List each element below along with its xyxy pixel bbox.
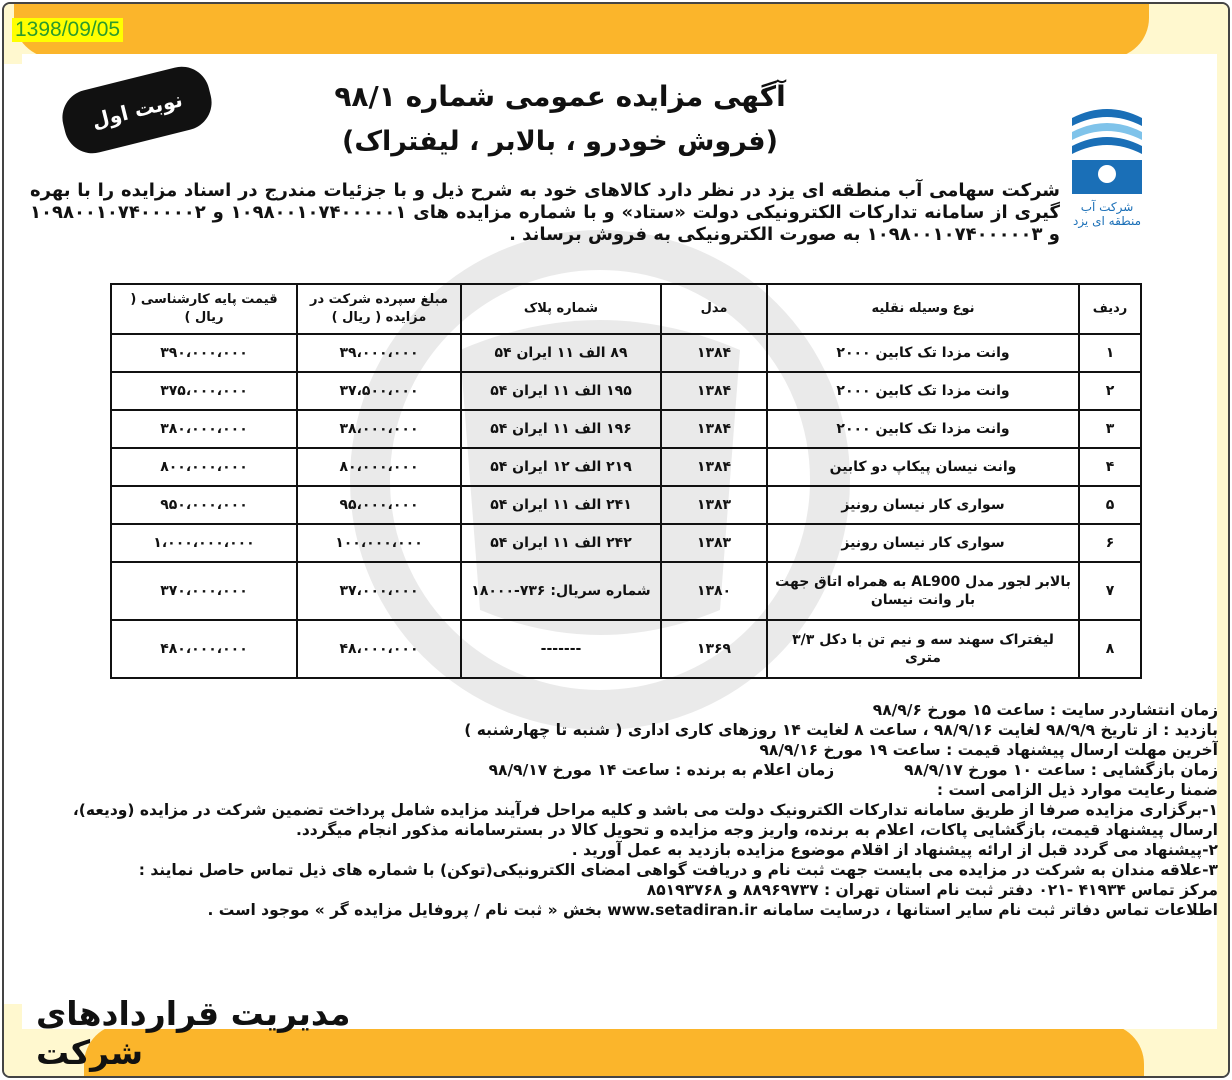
cell-model: ۱۳۸۴: [661, 372, 767, 410]
cell-plate: ۸۹ الف ۱۱ ایران ۵۴: [461, 334, 661, 372]
table-header-row: [111, 284, 1141, 334]
table-row: [111, 448, 1141, 486]
cell-base-price: ۹۵۰،۰۰۰،۰۰۰: [111, 486, 297, 524]
top-orange-tab: [14, 4, 1149, 58]
auction-details: [30, 700, 1218, 920]
cell-plate: ۲۱۹ الف ۱۲ ایران ۵۴: [461, 448, 661, 486]
cell-model: ۱۳۸۴: [661, 448, 767, 486]
date-stamp: 1398/09/05: [12, 18, 123, 42]
cell-vehicle: وانت مزدا تک کابین ۲۰۰۰: [767, 410, 1079, 448]
auction-items-table: [110, 283, 1142, 679]
cell-deposit: ۸۰،۰۰۰،۰۰۰: [297, 448, 461, 486]
header-base-price: قیمت پایه کارشناسی ( ریال ): [111, 284, 297, 334]
header-vehicle-type: نوع وسیله نقلیه: [767, 284, 1079, 334]
cell-model: ۱۳۶۹: [661, 620, 767, 678]
cell-vehicle: وانت نیسان پیکاپ دو کابین: [767, 448, 1079, 486]
cell-base-price: ۱،۰۰۰،۰۰۰،۰۰۰: [111, 524, 297, 562]
cell-base-price: ۳۷۰،۰۰۰،۰۰۰: [111, 562, 297, 620]
registration-info: اطلاعات تماس دفاتر ثبت نام سایر استانها ، درسایت سامانه www.setadiran.ir بخش « ثبت نام / پروفایل مزایده گر » موجود است .: [207, 901, 1218, 919]
cell-model: ۱۳۸۳: [661, 524, 767, 562]
cell-base-price: ۴۸۰،۰۰۰،۰۰۰: [111, 620, 297, 678]
table-row: [111, 562, 1141, 620]
cell-plate: ۱۹۵ الف ۱۱ ایران ۵۴: [461, 372, 661, 410]
intro-paragraph: شرکت سهامی آب منطقه ای یزد در نظر دارد کالاهای خود به شرح ذیل و با جزئیات مندرج در اسناد مزایده را با بهره گیری از سامانه تدارکات الکترونیکی دولت «ستاد» و با شماره مزایده های ۱۰۹۸۰۰۱۰۷۴۰۰۰۰۰۱ و ۱۰۹۸۰۰۱۰۷۴۰۰۰۰۰۲ و ۱۰۹۸۰۰۱۰۷۴۰۰۰۰۰۳ به صورت الکترونیکی به فروش برساند .: [30, 180, 1060, 245]
cell-row-number: ۸: [1079, 620, 1141, 678]
cell-row-number: ۲: [1079, 372, 1141, 410]
table-row: [111, 524, 1141, 562]
cell-vehicle: بالابر لجور مدل AL900 به همراه اتاق جهت بار وانت نیسان: [767, 562, 1079, 620]
first-round-badge: نوبت اول: [56, 61, 217, 159]
cell-vehicle: سواری کار نیسان رونیز: [767, 486, 1079, 524]
cell-deposit: ۳۷،۵۰۰،۰۰۰: [297, 372, 461, 410]
cell-deposit: ۳۷،۰۰۰،۰۰۰: [297, 562, 461, 620]
table-row: [111, 372, 1141, 410]
cell-base-price: ۳۹۰،۰۰۰،۰۰۰: [111, 334, 297, 372]
requirements-heading: ضمنا رعایت موارد ذیل الزامی است :: [936, 781, 1218, 799]
requirement-2: ۲-پیشنهاد می گردد قبل از ارائه پیشنهاد از اقلام موضوع مزایده بازدید به عمل آورید .: [571, 841, 1218, 859]
cell-deposit: ۹۵،۰۰۰،۰۰۰: [297, 486, 461, 524]
company-logo-caption: شرکت آب منطقه ای یزد: [1072, 200, 1142, 228]
cell-plate: -------: [461, 620, 661, 678]
cell-model: ۱۳۸۰: [661, 562, 767, 620]
cell-model: ۱۳۸۳: [661, 486, 767, 524]
publish-time: زمان انتشاردر سایت : ساعت ۱۵ مورخ ۹۸/۹/۶: [872, 701, 1218, 719]
cell-vehicle: لیفتراک سهند سه و نیم تن با دکل ۳/۳ متری: [767, 620, 1079, 678]
cell-model: ۱۳۸۴: [661, 410, 767, 448]
table-row: [111, 410, 1141, 448]
requirement-1: ۱-برگزاری مزایده صرفا از طریق سامانه تدارکات الکترونیک دولت می باشد و کلیه مراحل فرآیند مزایده شامل پرداخت تضمین شرکت در مزایده (ودیعه)، ارسال پیشنهاد قیمت، بازگشایی پاکات، اعلام به برنده، واریز وجه مزایده و تحویل کالا در بسترسامانه مذکور انجام میگردد.: [72, 801, 1218, 839]
header-plate: شماره پلاک: [461, 284, 661, 334]
cell-plate: ۲۴۱ الف ۱۱ ایران ۵۴: [461, 486, 661, 524]
cell-row-number: ۳: [1079, 410, 1141, 448]
table-row: [111, 334, 1141, 372]
cell-vehicle: وانت مزدا تک کابین ۲۰۰۰: [767, 334, 1079, 372]
opening-and-winner-row: [30, 760, 1218, 780]
cell-plate: ۲۴۲ الف ۱۱ ایران ۵۴: [461, 524, 661, 562]
cell-row-number: ۷: [1079, 562, 1141, 620]
cell-row-number: ۶: [1079, 524, 1141, 562]
header-model: مدل: [661, 284, 767, 334]
cell-row-number: ۵: [1079, 486, 1141, 524]
cell-row-number: ۱: [1079, 334, 1141, 372]
cell-base-price: ۳۷۵،۰۰۰،۰۰۰: [111, 372, 297, 410]
cell-base-price: ۳۸۰،۰۰۰،۰۰۰: [111, 410, 297, 448]
table-row: [111, 620, 1141, 678]
cell-base-price: ۸۰۰،۰۰۰،۰۰۰: [111, 448, 297, 486]
notice-subtitle: (فروش خودرو ، بالابر ، لیفتراک): [342, 126, 778, 157]
cell-model: ۱۳۸۴: [661, 334, 767, 372]
cell-vehicle: وانت مزدا تک کابین ۲۰۰۰: [767, 372, 1079, 410]
cell-plate: شماره سریال: ۷۳۶-۱۸۰۰۰: [461, 562, 661, 620]
cell-row-number: ۴: [1079, 448, 1141, 486]
header-row-number: ردیف: [1079, 284, 1141, 334]
cell-deposit: ۳۸،۰۰۰،۰۰۰: [297, 410, 461, 448]
cell-deposit: ۱۰۰،۰۰۰،۰۰۰: [297, 524, 461, 562]
table-row: [111, 486, 1141, 524]
requirement-3: ۳-علاقه مندان به شرکت در مزایده می بایست جهت ثبت نام و دریافت گواهی امضای الکترونیکی(توکن) با شماره های ذیل تماس حاصل نمایند :: [138, 861, 1218, 879]
cell-vehicle: سواری کار نیسان رونیز: [767, 524, 1079, 562]
submission-deadline: آخرین مهلت ارسال پیشنهاد قیمت : ساعت ۱۹ مورخ ۹۸/۹/۱۶: [759, 741, 1218, 759]
visit-time: بازدید : از تاریخ ۹۸/۹/۹ لغایت ۹۸/۹/۱۶ ، ساعت ۸ لغایت ۱۴ روزهای کاری اداری ( شنبه تا چهارشنبه ): [464, 721, 1218, 739]
signature-contracts-department: مدیریت قراردادهای شرکت: [36, 994, 351, 1072]
header-deposit: مبلغ سپرده شرکت در مزایده ( ریال ): [297, 284, 461, 334]
cell-deposit: ۴۸،۰۰۰،۰۰۰: [297, 620, 461, 678]
cell-deposit: ۳۹،۰۰۰،۰۰۰: [297, 334, 461, 372]
notice-title: آگهی مزایده عمومی شماره ۹۸/۱: [334, 80, 786, 113]
winner-announcement-time: زمان اعلام به برنده : ساعت ۱۴ مورخ ۹۸/۹/۱۷: [488, 761, 835, 779]
cell-plate: ۱۹۶ الف ۱۱ ایران ۵۴: [461, 410, 661, 448]
contact-numbers: مرکز تماس ۴۱۹۳۴ -۰۲۱ دفتر ثبت نام استان تهران : ۸۸۹۶۹۷۳۷ و ۸۵۱۹۳۷۶۸: [646, 881, 1218, 899]
opening-time: زمان بازگشایی : ساعت ۱۰ مورخ ۹۸/۹/۱۷: [904, 761, 1218, 779]
